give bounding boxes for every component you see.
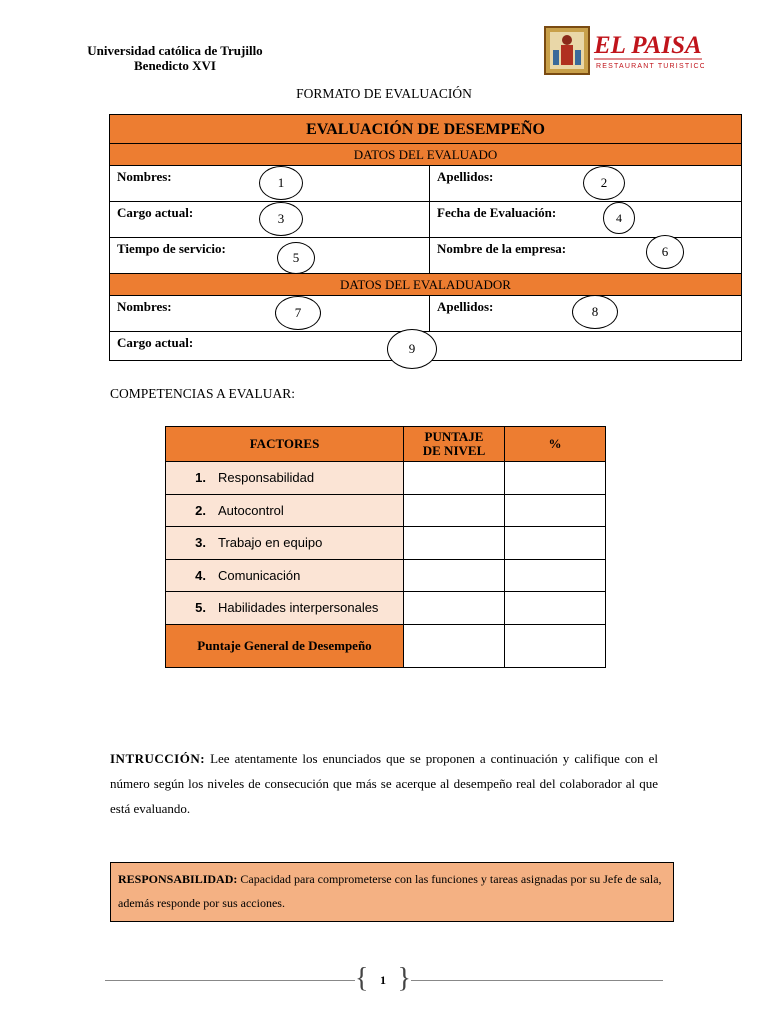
evaluation-table: [109, 114, 742, 361]
puntaje-input-cell[interactable]: [404, 527, 505, 560]
university-line-1: Universidad católica de Trujillo: [87, 43, 263, 58]
competencias-heading: COMPETENCIAS A EVALUAR:: [110, 386, 296, 401]
col-factores: FACTORES: [166, 427, 404, 462]
field-number-badge: 8: [572, 295, 618, 329]
instruction-text: Lee atentamente los enunciados que se proponen a continuación y califique con el número según los niveles de consecución que más se acerque al desempeño real del colaborador al que está evaluando.: [110, 751, 658, 816]
factor-label: Autocontrol: [218, 502, 284, 518]
factor-number: 1.: [195, 470, 206, 486]
responsabilidad-box: [110, 862, 674, 922]
factor-number: 4.: [195, 567, 206, 583]
col-puntaje-line-2: DE NIVEL: [422, 443, 486, 458]
col-puntaje: [404, 427, 505, 462]
evaluado-section-header: DATOS DEL EVALUADO: [110, 144, 741, 166]
puntaje-input-cell[interactable]: [404, 592, 505, 625]
factor-cell: [166, 559, 404, 592]
factor-number: 3.: [195, 535, 206, 551]
university-line-2: Benedicto XVI: [134, 58, 216, 73]
factor-cell: [166, 462, 404, 495]
field-label: Cargo actual:: [117, 205, 194, 220]
field-label: Nombre de la empresa:: [437, 241, 567, 256]
field-number-badge: 4: [603, 202, 635, 234]
field-number-badge: 6: [646, 235, 684, 269]
col-puntaje-line-1: PUNTAJE: [424, 429, 484, 444]
total-label: Puntaje General de Desempeño: [166, 624, 404, 667]
evaluado-empresa-field[interactable]: [429, 238, 741, 273]
puntaje-input-cell[interactable]: [404, 559, 505, 592]
factor-cell: [166, 592, 404, 625]
evaluado-apellidos-field[interactable]: [429, 166, 741, 201]
evaluado-tiempo-field[interactable]: [110, 238, 429, 273]
factor-cell: [166, 527, 404, 560]
evaluado-row-1: [110, 166, 741, 202]
field-label: Nombres:: [117, 169, 172, 184]
evaluador-section-header: DATOS DEL EVALADUADOR: [110, 274, 741, 296]
field-label: Apellidos:: [437, 299, 494, 314]
table-row: [166, 592, 606, 625]
evaluador-row-1: [110, 296, 741, 332]
table-row: [166, 462, 606, 495]
field-label: Tiempo de servicio:: [117, 241, 226, 256]
evaluado-fecha-field[interactable]: [429, 202, 741, 237]
factor-label: Responsabilidad: [218, 470, 315, 486]
bracket-left-icon: {: [355, 963, 369, 994]
field-label: Apellidos:: [437, 169, 494, 184]
evaluador-row-2: [110, 332, 741, 360]
puntaje-input-cell[interactable]: [404, 462, 505, 495]
document-title: FORMATO DE EVALUACIÓN: [296, 86, 472, 101]
responsabilidad-text: Capacidad para comprometerse con las funciones y tareas asignadas por su Jefe de sala, además responde por sus acciones.: [118, 872, 662, 910]
field-label: Cargo actual:: [117, 335, 194, 350]
restaurant-logo: [544, 26, 704, 76]
competencias-table: [165, 426, 606, 668]
table-row: [166, 527, 606, 560]
factor-number: 5.: [195, 600, 206, 616]
page-number-box: [355, 965, 411, 995]
field-number-badge: 3: [259, 202, 303, 236]
total-percent-cell[interactable]: [505, 624, 606, 667]
bracket-right-icon: }: [397, 963, 411, 994]
field-number-badge: 2: [583, 166, 625, 200]
instruction-label: INTRUCCIÓN:: [110, 751, 206, 766]
percent-input-cell[interactable]: [505, 494, 606, 527]
factor-label: Trabajo en equipo: [218, 535, 323, 551]
evaluation-title: EVALUACIÓN DE DESEMPEÑO: [110, 115, 741, 144]
total-row: [166, 624, 606, 667]
evaluado-row-2: [110, 202, 741, 238]
factor-label: Comunicación: [218, 567, 301, 583]
factor-number: 2.: [195, 502, 206, 518]
evaluador-cargo-field[interactable]: [110, 332, 741, 360]
percent-input-cell[interactable]: [505, 527, 606, 560]
factor-cell: [166, 494, 404, 527]
logo-title: EL PAISA: [594, 32, 702, 59]
total-puntaje-cell[interactable]: [404, 624, 505, 667]
footer-rule-right: [411, 980, 663, 981]
responsabilidad-label: RESPONSABILIDAD:: [118, 872, 238, 886]
instruction-paragraph: [110, 746, 658, 821]
logo-subtitle: RESTAURANT TURISTICO: [596, 63, 704, 70]
evaluador-nombres-field[interactable]: [110, 296, 429, 331]
field-label: Nombres:: [117, 299, 172, 314]
footer-rule-left: [105, 980, 355, 981]
col-percent: %: [505, 427, 606, 462]
field-number-badge: 7: [275, 296, 321, 330]
evaluado-nombres-field[interactable]: [110, 166, 429, 201]
percent-input-cell[interactable]: [505, 559, 606, 592]
page-number: 1: [380, 973, 386, 987]
percent-input-cell[interactable]: [505, 462, 606, 495]
table-row: [166, 494, 606, 527]
logo-graphic: [544, 26, 704, 76]
field-label: Fecha de Evaluación:: [437, 205, 557, 220]
university-name: [60, 43, 290, 73]
evaluado-cargo-field[interactable]: [110, 202, 429, 237]
field-number-badge: 1: [259, 166, 303, 200]
field-number-badge: 5: [277, 242, 315, 274]
field-number-badge: 9: [387, 329, 437, 369]
evaluador-apellidos-field[interactable]: [429, 296, 741, 331]
evaluado-row-3: [110, 238, 741, 274]
table-row: [166, 559, 606, 592]
puntaje-input-cell[interactable]: [404, 494, 505, 527]
table-header-row: [166, 427, 606, 462]
percent-input-cell[interactable]: [505, 592, 606, 625]
factor-label: Habilidades interpersonales: [218, 600, 379, 616]
